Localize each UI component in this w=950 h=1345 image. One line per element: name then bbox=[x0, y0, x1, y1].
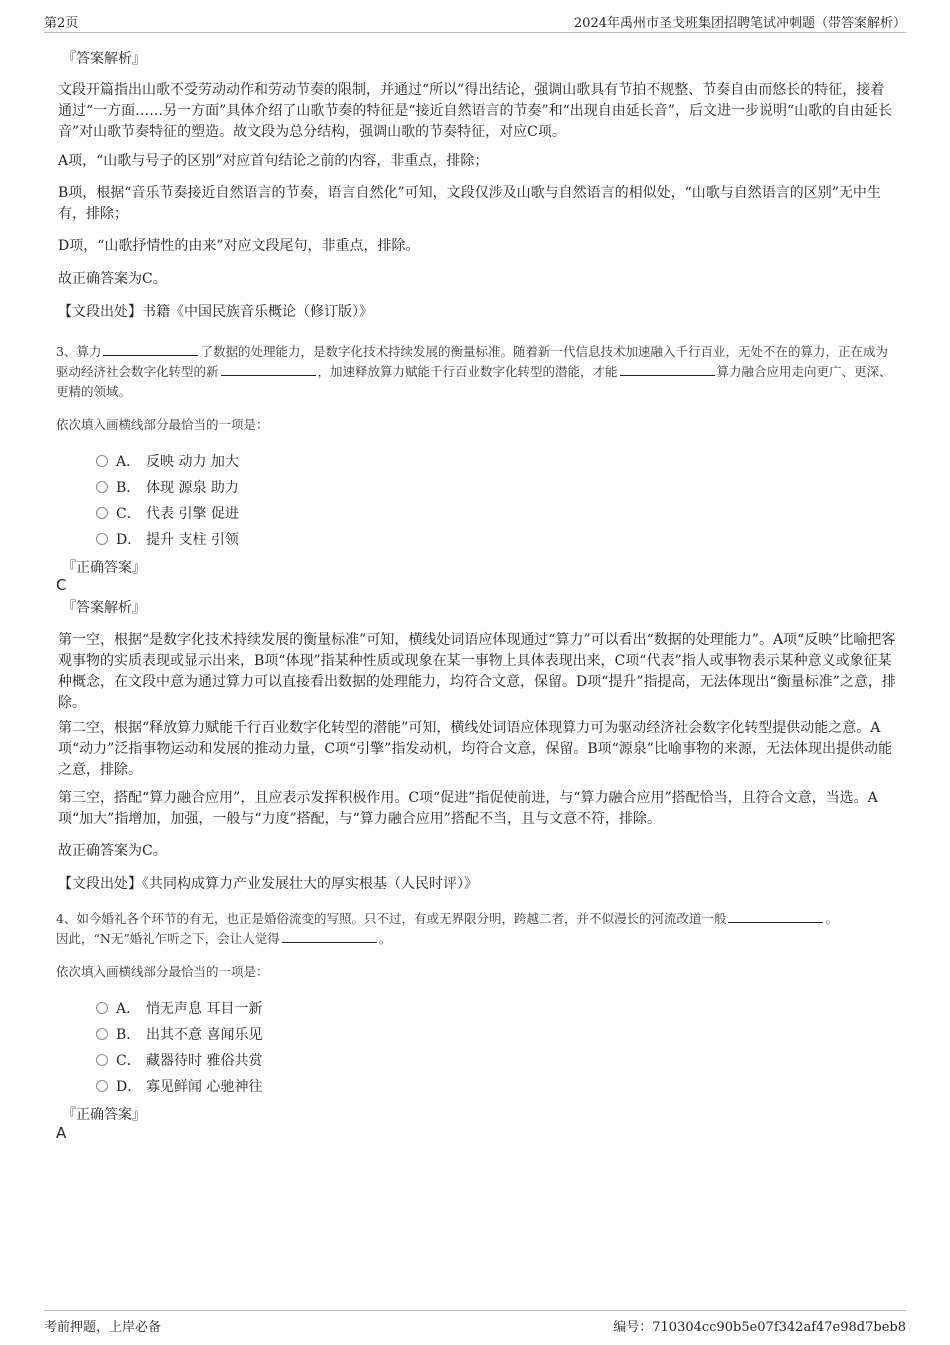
option-d[interactable]: D． 提升 支柱 引领 bbox=[96, 529, 239, 549]
source-citation: 【文段出处】《共同构成算力产业发展壮大的厚实根基（人民时评）》 bbox=[58, 876, 478, 892]
radio-button-icon[interactable] bbox=[96, 1080, 108, 1092]
option-b[interactable]: B． 体现 源泉 助力 bbox=[96, 477, 239, 497]
fill-blank bbox=[620, 363, 715, 376]
fill-blank bbox=[221, 363, 316, 376]
option-a[interactable]: A． 悄无声息 耳目一新 bbox=[96, 998, 262, 1018]
page-header bbox=[44, 12, 906, 33]
radio-button-icon[interactable] bbox=[96, 481, 108, 493]
question-prompt: 依次填入画横线部分最恰当的一项是： bbox=[56, 964, 269, 979]
option-d[interactable]: D． 寡见鲜闻 心驰神往 bbox=[96, 1076, 262, 1096]
radio-button-icon[interactable] bbox=[96, 1002, 108, 1014]
analysis-paragraph: 第三空，搭配“算力融合应用”，且应表示发挥积极作用。C项“促进”指促使前进，与“算力融合应用”搭配恰当，且符合文意，当选。A项“加大”指增加，加强，一般与“力度”搭配，与“算力融合应用”搭配不当，且与文意不符，排除。 bbox=[58, 790, 878, 827]
question-prompt: 依次填入画横线部分最恰当的一项是： bbox=[56, 417, 269, 432]
radio-button-icon[interactable] bbox=[96, 1054, 108, 1066]
correct-answer-tag: 『正确答案』 bbox=[62, 560, 146, 576]
option-c[interactable]: C． 藏器待时 雅俗共赏 bbox=[96, 1050, 262, 1070]
question-stem: 4、如今婚礼各个环节的有无，也正是婚俗流变的写照。只不过，有或无界限分明，跨越二者，并不似漫长的河流改道一般 。 因此，“N无”婚礼乍听之下，会让人觉得 。 bbox=[56, 911, 838, 946]
correct-answer-tag: 『正确答案』 bbox=[62, 1107, 146, 1123]
document-title: 2024年禹州市圣戈班集团招聘笔试冲刺题（带答案解析） bbox=[573, 16, 906, 31]
analysis-paragraph: D项，“山歌抒情性的由来”对应文段尾句，非重点，排除。 bbox=[58, 238, 420, 254]
analysis-tag: 『答案解析』 bbox=[62, 51, 146, 67]
page-footer bbox=[44, 1310, 906, 1339]
conclusion-text: 故正确答案为C。 bbox=[58, 843, 167, 859]
question-stem: 3、算力 了数据的处理能力，是数字化技术持续发展的衡量标准。随着新一代信息技术加速融入千行百业，无处不在的算力，正在成为驱动经济社会数字化转型的新 ，加速释放算力赋能千行百业数字化转型的潜能，才能 算力融合应用走向更广、更深、更精的领域。 bbox=[56, 344, 892, 399]
analysis-paragraph: 文段开篇指出山歌不受劳动动作和劳动节奏的限制，并通过“所以”得出结论，强调山歌具有节拍不规整、节奏自由而悠长的特征，接着通过“一方面……另一方面”具体介绍了山歌节奏的特征是“接近自然语言的节奏”和“出现自由延长音”，后文进一步说明“山歌的自由延长音”对山歌节奏特征的塑造。故文段为总分结构，强调山歌的节奏特征，对应C项。 bbox=[58, 82, 893, 140]
analysis-tag: 『答案解析』 bbox=[62, 600, 146, 616]
correct-answer: C bbox=[56, 576, 67, 594]
analysis-paragraph: B项，根据“音乐节奏接近自然语言的节奏，语言自然化”可知，文段仅涉及山歌与自然语言的相似处，“山歌与自然语言的区别”无中生有，排除； bbox=[58, 185, 881, 222]
option-c[interactable]: C． 代表 引擎 促进 bbox=[96, 503, 239, 523]
footer-slogan: 考前押题，上岸必备 bbox=[44, 1320, 162, 1335]
conclusion-text: 故正确答案为C。 bbox=[58, 271, 167, 287]
analysis-paragraph: 第二空，根据“释放算力赋能千行百业数字化转型的潜能”可知，横线处词语应体现算力可为驱动经济社会数字化转型提供动能之意。A项“动力”泛指事物运动和发展的推动力量，C项“引擎”指发动机，均符合文意，保留。B项“源泉”比喻事物的来源，无法体现出提供动能之意，排除。 bbox=[58, 720, 892, 778]
option-a[interactable]: A． 反映 动力 加大 bbox=[96, 451, 239, 471]
analysis-paragraph: 第一空，根据“是数字化技术持续发展的衡量标准”可知，横线处词语应体现通过“算力”可以看出“数据的处理能力”。A项“反映”比喻把客观事物的实质表现或显示出来，B项“体现”指某种性质或现象在某一事物上具体表现出来，C项“代表”指人或事物表示某种意义或象征某种概念，在文段中意为通过算力可以直接看出数据的处理能力，均符合文意，保留。D项“提升”指提高，无法体现出“衡量标准”之意，排除。 bbox=[58, 632, 896, 711]
source-citation: 【文段出处】书籍《中国民族音乐概论（修订版）》 bbox=[58, 304, 373, 320]
correct-answer: A bbox=[56, 1124, 67, 1142]
radio-button-icon[interactable] bbox=[96, 507, 108, 519]
fill-blank bbox=[103, 343, 198, 356]
page-number: 第2页 bbox=[44, 16, 79, 31]
fill-blank bbox=[728, 910, 823, 923]
analysis-paragraph: A项，“山歌与号子的区别”对应首句结论之前的内容，非重点，排除； bbox=[58, 153, 489, 169]
radio-button-icon[interactable] bbox=[96, 1028, 108, 1040]
option-b[interactable]: B． 出其不意 喜闻乐见 bbox=[96, 1024, 262, 1044]
radio-button-icon[interactable] bbox=[96, 455, 108, 467]
radio-button-icon[interactable] bbox=[96, 533, 108, 545]
document-code: 编号：710304cc90b5e07f342af47e98d7beb8 bbox=[613, 1320, 906, 1335]
fill-blank bbox=[282, 930, 377, 943]
